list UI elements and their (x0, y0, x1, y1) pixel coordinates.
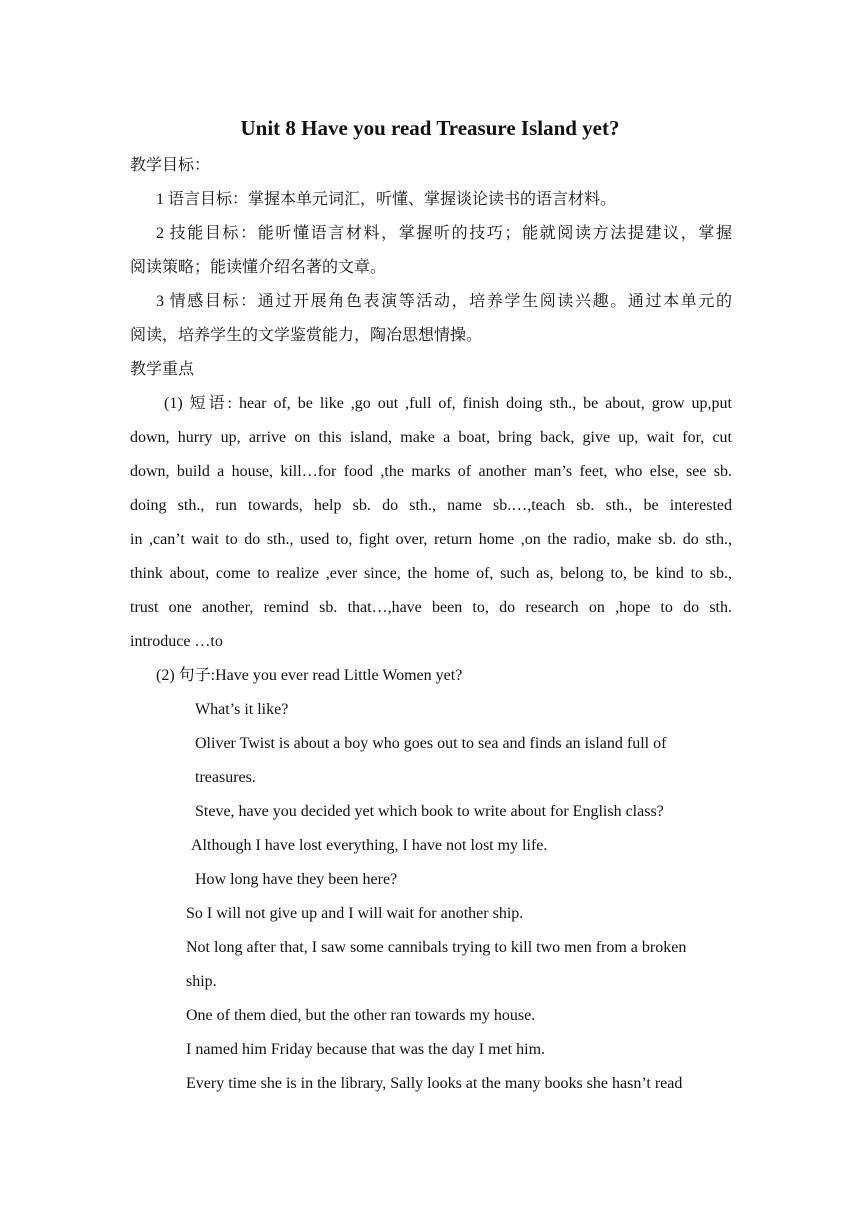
phrases-line: (1) 短语: hear of, be like ,go out ,full of, finish doing sth., be about, grow up,put (164, 395, 732, 412)
phrases-line: trust one another, remind sb. that…,have been to, do research on ,hope to do sth. (130, 599, 732, 616)
sentence-line: Oliver Twist is about a boy who goes out to sea and finds an island full of (195, 735, 667, 752)
phrases-line: doing sth., run towards, help sb. do sth., name sb.…,teach sb. sth., be interested (130, 497, 732, 514)
sentence-line: So I will not give up and I will wait for another ship. (186, 905, 524, 922)
sentence-line: ship. (186, 973, 217, 990)
phrases-line: in ,can’t wait to do sth., used to, fight over, return home ,on the radio, make sb. do sth., (130, 531, 732, 548)
objective-2-line-2: 阅读策略；能读懂介绍名著的文章。 (130, 259, 387, 276)
phrases-line: down, build a house, kill…for food ,the marks of another man’s feet, who else, see sb. (130, 463, 732, 480)
sentence-line: How long have they been here? (195, 871, 398, 888)
sentence-line: Not long after that, I saw some cannibals trying to kill two men from a broken (186, 939, 687, 956)
phrases-line: introduce …to (130, 633, 223, 650)
sentence-line: Although I have lost everything, I have not lost my life. (191, 837, 548, 854)
objective-3-line-1: 3 情感目标：通过开展角色表演等活动，培养学生阅读兴趣。通过本单元的 (156, 293, 732, 310)
sentence-line: Steve, have you decided yet which book to write about for English class? (195, 803, 664, 820)
objective-2-line-1: 2 技能目标：能听懂语言材料，掌握听的技巧；能就阅读方法提建议，掌握 (156, 225, 732, 242)
sentence-line: treasures. (195, 769, 256, 786)
phrases-line: think about, come to realize ,ever since, the home of, such as, belong to, be kind to sb., (130, 565, 732, 582)
sentence-line: One of them died, but the other ran towards my house. (186, 1007, 536, 1024)
objective-3-line-2: 阅读，培养学生的文学鉴赏能力，陶冶思想情操。 (130, 327, 483, 344)
phrases-line: down, hurry up, arrive on this island, make a boat, bring back, give up, wait for, cut (130, 429, 732, 446)
objective-1: 1 语言目标：掌握本单元词汇，听懂、掌握谈论读书的语言材料。 (156, 191, 617, 208)
sentences-label: (2) 句子:Have you ever read Little Women yet? (156, 667, 463, 684)
sentence-line: Every time she is in the library, Sally looks at the many books she hasn’t read (186, 1075, 683, 1092)
document-title: Unit 8 Have you read Treasure Island yet? (240, 116, 620, 140)
sentence-line: What’s it like? (195, 701, 289, 718)
sentence-line: I named him Friday because that was the day I met him. (186, 1041, 546, 1058)
objectives-heading: 教学目标： (130, 157, 211, 174)
key-points-heading: 教学重点 (130, 361, 195, 378)
